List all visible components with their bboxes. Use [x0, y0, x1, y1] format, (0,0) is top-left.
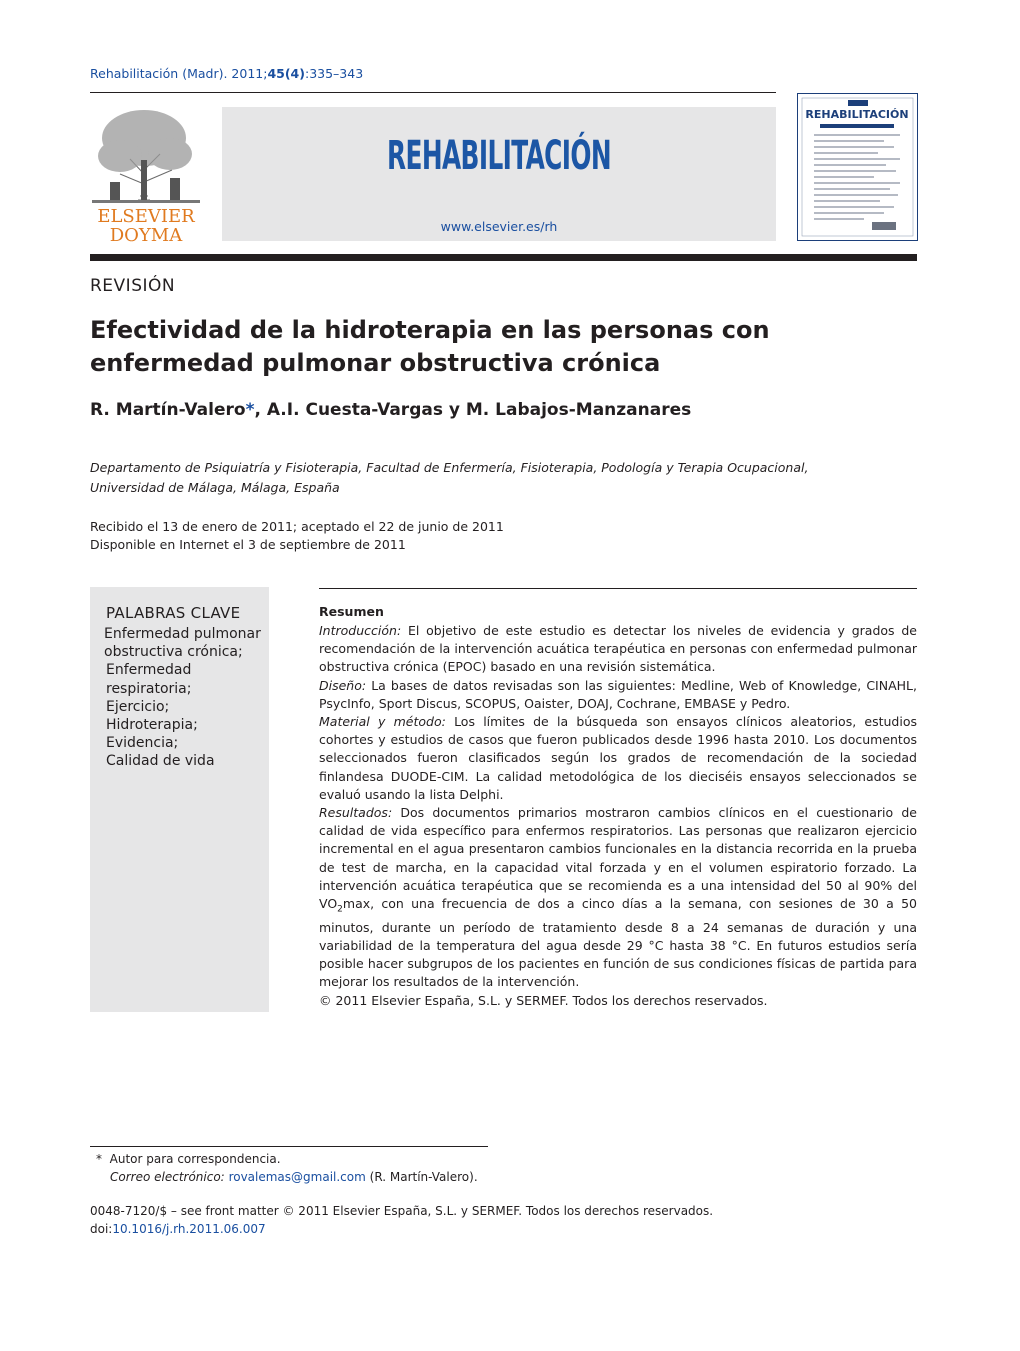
abstract-body [319, 622, 917, 1010]
introduction-label: Introducción: [319, 623, 402, 638]
front-matter [90, 1202, 713, 1238]
article-dates [90, 518, 504, 554]
citation-pages: :335–343 [304, 66, 364, 81]
email-label: Correo electrónico: [110, 1170, 225, 1184]
author-list [90, 400, 691, 420]
abstract-introduction [319, 622, 917, 677]
citation-journal: Rehabilitación (Madr). 2011; [90, 66, 268, 81]
abstract-divider [319, 588, 917, 589]
section-label: REVISIÓN [90, 276, 176, 296]
journal-url-link[interactable]: www.elsevier.es/rh [440, 219, 558, 234]
journal-banner [222, 107, 776, 241]
received-date: Recibido el 13 de enero de 2011; aceptado el 22 de junio de 2011 [90, 519, 504, 534]
doi-link[interactable]: 10.1016/j.rh.2011.06.007 [112, 1222, 266, 1236]
results-text: Dos documentos primarios mostraron cambios clínicos en el cuestionario de calidad de vida específico para enfermos respiratorios. Las personas que realizaron ejercicio incremental en el agua presentaron cambios funcionales en la distancia recorrida en la prueba de test de marcha, en la capacidad vital forzada y en el volumen espiratorio forzado. La intervención acuática terapéutica que se recomienda es a una intensidad del 50 al 90% del VO [319, 805, 917, 912]
methods-text: Los límites de la búsqueda son ensayos clínicos aleatorios, estudios cohortes y estudios de casos que fueron publicados desde 1996 hasta 2010. Los documentos seleccionados fueron clasificados según los grados de recomendación de la sociedad finlandesa DUODE-CIM. La calidad metodológica de los dieciséis ensayos seleccionados se evaluó usando la lista Delphi. [319, 714, 917, 802]
elsevier-logo[interactable] [90, 104, 202, 242]
footnote [96, 1150, 478, 1186]
footnote-divider [90, 1146, 488, 1147]
journal-cover-thumbnail[interactable] [797, 93, 918, 241]
abstract-methods [319, 713, 917, 804]
article-title: Efectividad de la hidroterapia en las personas con enfermedad pulmonar obstructiva crónica [90, 316, 770, 377]
header-divider [90, 92, 776, 93]
keywords-heading: PALABRAS CLAVE [106, 604, 241, 622]
citation-volume: 45(4) [267, 66, 305, 81]
header-thick-rule [90, 254, 917, 261]
keyword-item: Ejercicio; [106, 698, 170, 715]
publisher-line-2: DOYMA [109, 225, 183, 242]
cover-image [798, 94, 917, 240]
keyword-item: Calidad de vida [106, 753, 215, 770]
abstract-heading: Resumen [319, 604, 384, 619]
tree-emblem-icon [90, 104, 202, 242]
corresponding-author-mark[interactable]: * [245, 400, 255, 420]
author-name: R. Martín-Valero [90, 400, 246, 420]
publisher-line-1: ELSEVIER [97, 206, 195, 227]
keyword-item: Evidencia; [106, 735, 179, 752]
issn-line: 0048-7120/$ – see front matter © 2011 Elsevier España, S.L. y SERMEF. Todos los derechos reservados. [90, 1204, 714, 1218]
abstract-results [319, 804, 917, 992]
results-label: Resultados: [319, 805, 393, 821]
results-subscript: 2 [337, 904, 343, 915]
design-text: La bases de datos revisadas son las siguientes: Medline, Web of Knowledge, CINAHL, PsycInfo, Sport Discus, SCOPUS, Oaister, DOAJ, Cochrane, EMBASE y Pedro. [319, 677, 917, 711]
keywords-list [104, 625, 264, 771]
co-authors: , A.I. Cuesta-Vargas y M. Labajos-Manzanares [254, 400, 692, 420]
results-text-continued: max, con una frecuencia de dos a cinco días a la semana, con sesiones de 30 a 50 minutos, durante un período de tratamiento desde 8 a 24 semanas de duración y una variabilidad de la temperatura del agua desde 29 °C hasta 38 °C. En futuros estudios sería posible hacer subgrupos de los pacientes en función de sus condiciones físicas de partida para mejorar los resultados de la intervención. [319, 896, 917, 990]
online-date: Disponible en Internet el 3 de septiembre de 2011 [90, 537, 406, 552]
footnote-mark: * [96, 1152, 102, 1166]
abstract-design [319, 677, 917, 713]
keyword-item: Enfermedad respiratoria; [106, 662, 192, 697]
methods-label: Material y método: [319, 714, 446, 730]
introduction-text: El objetivo de este estudio es detectar los niveles de evidencia y grados de recomendación de la intervención acuática terapéutica en personas con enfermedad pulmonar obstructiva crónica (EPOC) basado en una revisión sistemática. [319, 623, 917, 675]
email-owner: (R. Martín-Valero). [369, 1170, 478, 1184]
abstract-copyright: © 2011 Elsevier España, S.L. y SERMEF. Todos los derechos reservados. [319, 992, 768, 1008]
journal-citation[interactable] [90, 66, 363, 81]
cover-title: REHABILITACIÓN [805, 108, 909, 121]
footnote-text: Autor para correspondencia. [109, 1152, 281, 1166]
doi-label: doi: [90, 1222, 113, 1236]
email-link[interactable]: rovalemas@gmail.com [228, 1170, 366, 1184]
journal-name: REHABILITACIÓN [387, 133, 611, 179]
affiliation: Departamento de Psiquiatría y Fisioterapia, Facultad de Enfermería, Fisioterapia, Podología y Terapia Ocupacional, Universidad de Málaga, Málaga, España [90, 460, 809, 495]
design-label: Diseño: [319, 677, 367, 693]
keyword-item: Hidroterapia; [106, 717, 198, 734]
keywords-panel [90, 587, 269, 1012]
keyword-item: Enfermedad pulmonar obstructiva crónica; [104, 626, 261, 661]
